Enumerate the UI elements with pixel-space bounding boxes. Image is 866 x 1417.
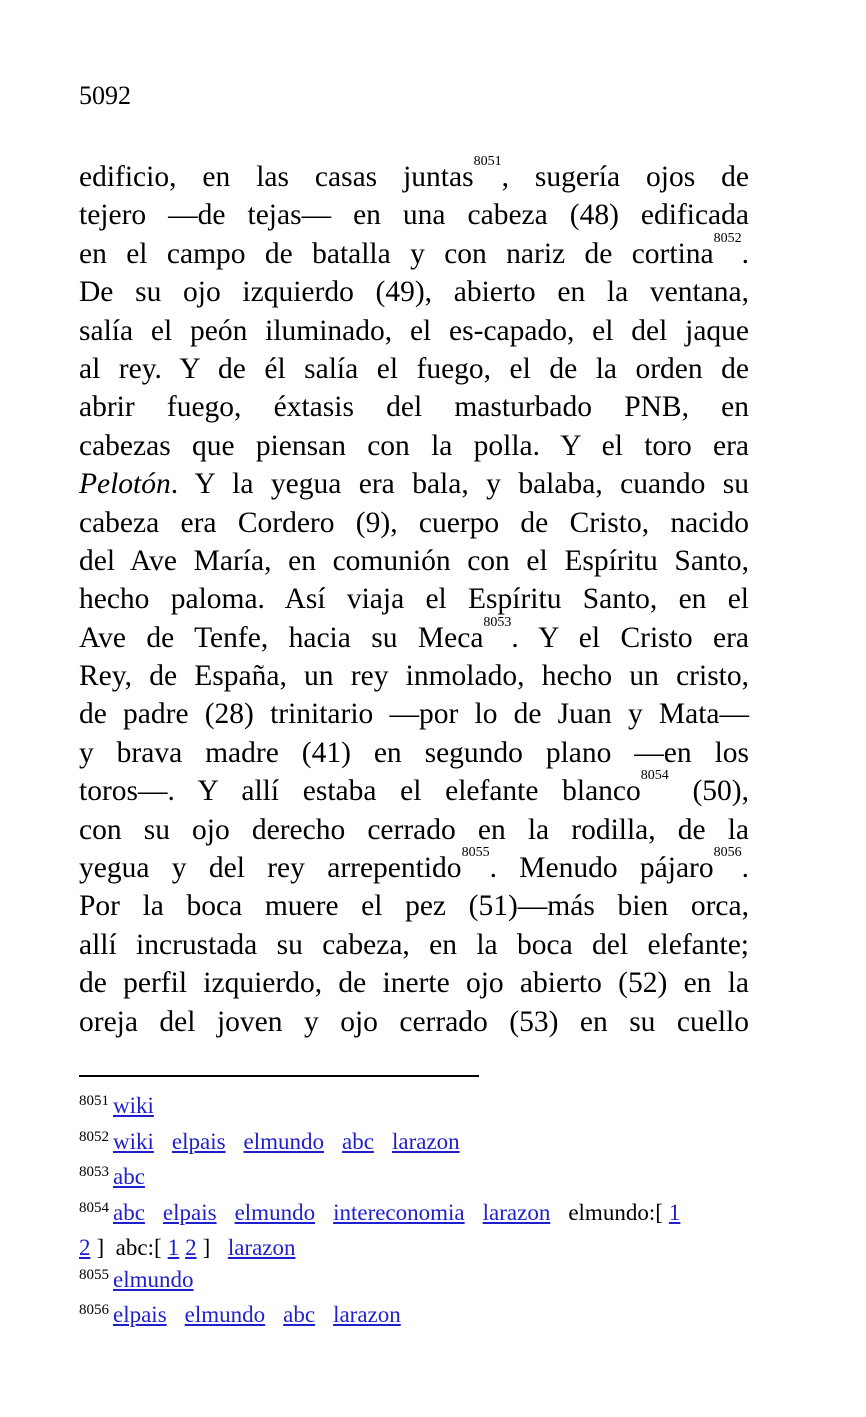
text-segment: del Ave María, en comunión con el Espíritu Santo, (79, 544, 749, 577)
footnote-number: 8055 (79, 1266, 109, 1283)
footnote-row (79, 1090, 759, 1126)
text-segment: al rey. Y de él salía el fuego, el de la orden de (79, 352, 749, 385)
footnote-reference[interactable]: 8054 (640, 768, 669, 784)
text-segment: oreja del joven y ojo cerrado (53) en su cuello (79, 1005, 749, 1038)
text-line (79, 964, 749, 1002)
footnote-row (79, 1232, 759, 1264)
text-segment: Ave de Tenfe, hacia su Meca (79, 621, 484, 654)
italic-text: Pelotón (79, 468, 171, 501)
source-link[interactable]: elmundo (113, 1266, 194, 1292)
footnote-number: 8056 (79, 1302, 109, 1318)
source-link[interactable]: abc (283, 1302, 316, 1327)
text-segment: . (741, 237, 749, 270)
footnote-row (79, 1126, 759, 1162)
source-link[interactable]: elpais (113, 1302, 167, 1327)
text-line (79, 312, 749, 350)
footnote-row (79, 1299, 759, 1335)
source-link[interactable]: abc (342, 1128, 374, 1154)
text-segment: toros—. Y allí estaba el elefante blanco (79, 775, 641, 808)
source-link[interactable]: larazon (482, 1199, 551, 1225)
text-segment: De su ojo izquierdo (49), abierto en la ventana, (79, 276, 749, 309)
source-link[interactable]: larazon (333, 1302, 401, 1327)
footnote-number: 8054 (79, 1199, 109, 1216)
text-segment: con su ojo derecho cerrado en la rodilla, de la (79, 813, 749, 846)
text-line (79, 1003, 749, 1041)
text-segment: y brava madre (41) en segundo plano —en los (79, 736, 749, 769)
source-link[interactable]: larazon (227, 1235, 296, 1260)
footnote-row (79, 1264, 759, 1300)
source-link[interactable]: elmundo (184, 1302, 266, 1327)
text-line (79, 695, 749, 733)
source-link[interactable]: elpais (171, 1128, 226, 1154)
footnote-row (79, 1197, 759, 1233)
source-link[interactable]: intereconomia (333, 1199, 465, 1225)
text-line (79, 504, 749, 542)
source-link[interactable]: elpais (162, 1199, 217, 1225)
body-text (79, 154, 750, 1041)
source-link[interactable]: wiki (113, 1093, 154, 1118)
footnote-reference[interactable]: 8051 (473, 154, 502, 169)
text-segment: hecho paloma. Así viaja el Espíritu Santo, en el (79, 583, 749, 616)
text-line (79, 887, 749, 925)
text-line (79, 614, 749, 657)
footnote-text: elmundo:[ (568, 1199, 663, 1225)
text-segment: edificio, en las casas juntas (79, 161, 474, 193)
footnote-reference[interactable]: 8052 (713, 230, 742, 246)
text-segment: allí incrustada su cabeza, en la boca del elefante; (79, 928, 749, 961)
text-line (79, 768, 749, 810)
text-segment: (50), (668, 775, 749, 808)
text-line (79, 845, 750, 887)
footnote-text: ] (202, 1235, 222, 1260)
text-line (79, 580, 749, 618)
footnote-text: ] abc:[ (96, 1235, 162, 1260)
text-segment: cabezas que piensan con la polla. Y el toro era (79, 429, 749, 462)
footnote-number: 8052 (79, 1128, 109, 1145)
text-line (79, 427, 749, 465)
footnote-reference[interactable]: 8055 (461, 845, 490, 861)
source-link[interactable]: wiki (113, 1128, 154, 1154)
source-link[interactable]: 2 (185, 1235, 197, 1260)
footnote-number: 8051 (79, 1093, 109, 1109)
source-link[interactable]: elmundo (243, 1128, 325, 1154)
source-link[interactable]: elmundo (234, 1199, 316, 1225)
footnote-reference[interactable]: 8053 (483, 614, 512, 630)
source-link[interactable]: abc (113, 1164, 145, 1189)
text-line (79, 926, 749, 964)
footnote-reference[interactable]: 8056 (713, 845, 742, 861)
text-segment: cabeza era Cordero (9), cuerpo de Cristo, nacido (79, 506, 749, 539)
text-line (79, 154, 749, 196)
text-segment: . (741, 852, 750, 885)
source-link[interactable]: abc (113, 1199, 145, 1225)
text-segment: , sugería ojos de (501, 161, 749, 193)
text-line (79, 388, 749, 426)
text-line (79, 273, 749, 311)
text-line (79, 350, 749, 388)
source-link[interactable]: 2 (79, 1235, 91, 1260)
text-line (79, 811, 749, 849)
text-segment: . Y el Cristo era (511, 621, 749, 654)
text-segment: Rey, de España, un rey inmolado, hecho un cristo, (79, 660, 749, 693)
source-link[interactable]: 1 (668, 1199, 681, 1225)
text-segment: de perfil izquierdo, de inerte ojo abierto (52) en la (79, 967, 749, 1000)
text-segment: salía el peón iluminado, el es-capado, el del jaque (79, 314, 749, 347)
text-line (79, 196, 749, 234)
footnotes (79, 1090, 759, 1335)
footnote-separator (79, 1075, 479, 1077)
text-segment: abrir fuego, éxtasis del masturbado PNB, en (79, 391, 749, 424)
text-segment: tejero —de tejas— en una cabeza (48) edificada (79, 199, 749, 232)
text-segment: en el campo de batalla y con nariz de cortina (79, 237, 714, 270)
footnote-row (79, 1161, 759, 1197)
text-segment: . Menudo pájaro (489, 852, 714, 885)
text-line (79, 657, 749, 695)
source-link[interactable]: larazon (391, 1128, 460, 1154)
text-line (79, 734, 749, 772)
text-segment: yegua y del rey arrepentido (79, 852, 462, 885)
text-line (79, 230, 749, 273)
footnote-number: 8053 (79, 1164, 109, 1180)
text-line (79, 542, 749, 580)
text-segment: de padre (28) trinitario —por lo de Juan y Mata— (79, 698, 749, 731)
text-segment: . Y la yegua era bala, y balaba, cuando su (170, 468, 749, 501)
source-link[interactable]: 1 (167, 1235, 180, 1260)
text-line (79, 465, 749, 503)
text-segment: Por la boca muere el pez (51)—más bien orca, (79, 890, 749, 923)
page-number: 5092 (79, 81, 131, 110)
